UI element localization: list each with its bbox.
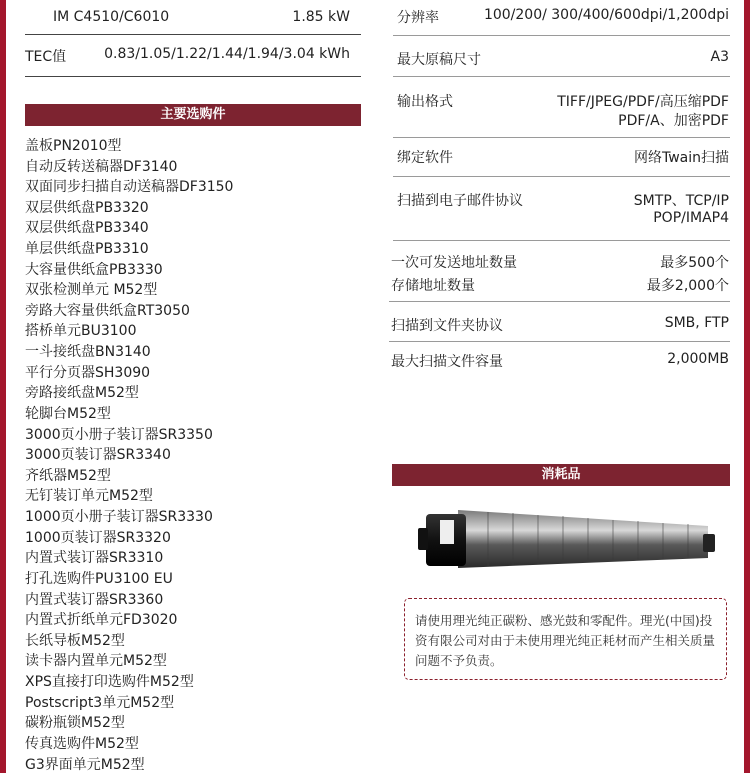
toner-cartridge-image bbox=[418, 500, 718, 580]
spec-label-output-format: 输出格式 bbox=[397, 94, 453, 110]
divider bbox=[393, 35, 730, 36]
list-item: 内置式装订器SR3360 bbox=[25, 592, 164, 608]
list-item: 旁路大容量供纸盒RT3050 bbox=[25, 303, 190, 319]
list-item: Postscript3单元M52型 bbox=[25, 695, 175, 711]
spec-label-resolution: 分辨率 bbox=[397, 10, 439, 26]
list-item: G3界面单元M52型 bbox=[25, 757, 145, 773]
notice-box bbox=[404, 598, 727, 680]
divider bbox=[393, 137, 730, 138]
list-item: 内置式折纸单元FD3020 bbox=[25, 612, 178, 628]
spec-label-email-protocol: 扫描到电子邮件协议 bbox=[397, 193, 523, 209]
power-label: IM C4510/C6010 bbox=[53, 9, 170, 25]
spec-value-max-scan-file: 2,000MB bbox=[667, 351, 729, 367]
list-item: 大容量供纸盒PB3330 bbox=[25, 262, 163, 278]
spec-value-output-format-line2: PDF/A、加密PDF bbox=[618, 113, 729, 129]
divider bbox=[393, 240, 730, 241]
list-item: 双层供纸盘PB3320 bbox=[25, 200, 149, 216]
divider bbox=[25, 34, 361, 35]
list-item: 盖板PN2010型 bbox=[25, 138, 122, 154]
divider bbox=[389, 341, 730, 342]
list-item: 1000页装订器SR3320 bbox=[25, 530, 171, 546]
list-item: 双面同步扫描自动送稿器DF3150 bbox=[25, 179, 234, 195]
list-item: 内置式装订器SR3310 bbox=[25, 550, 164, 566]
list-item: 双层供纸盘PB3340 bbox=[25, 220, 149, 236]
right-accent-border bbox=[744, 0, 750, 773]
spec-value-software: 网络Twain扫描 bbox=[633, 150, 729, 166]
spec-value-send-addresses: 最多500个 bbox=[660, 255, 729, 271]
spec-value-output-format-line1: TIFF/JPEG/PDF/高压缩PDF bbox=[557, 94, 729, 110]
list-item: 双张检测单元 M52型 bbox=[25, 282, 158, 298]
divider bbox=[393, 76, 730, 77]
list-item: 传真选购件M52型 bbox=[25, 736, 139, 752]
spec-value-email-protocol-line2: POP/IMAP4 bbox=[653, 210, 729, 226]
list-item: 齐纸器M52型 bbox=[25, 468, 111, 484]
list-item: 1000页小册子装订器SR3330 bbox=[25, 509, 213, 525]
list-item: 自动反转送稿器DF3140 bbox=[25, 159, 178, 175]
list-item: 一斗接纸盘BN3140 bbox=[25, 344, 151, 360]
list-item: 无钉装订单元M52型 bbox=[25, 488, 153, 504]
list-item: 碳粉瓶锁M52型 bbox=[25, 715, 125, 731]
list-item: 3000页小册子装订器SR3350 bbox=[25, 427, 213, 443]
list-item: 轮脚台M52型 bbox=[25, 406, 111, 422]
spec-label-send-addresses: 一次可发送地址数量 bbox=[391, 255, 517, 271]
spec-value-max-original: A3 bbox=[710, 49, 729, 65]
spec-value-resolution: 100/200/ 300/400/600dpi/1,200dpi bbox=[483, 7, 729, 23]
list-item: XPS直接打印选购件M52型 bbox=[25, 674, 194, 690]
list-item: 单层供纸盘PB3310 bbox=[25, 241, 149, 257]
options-section-header: 主要选购件 bbox=[25, 104, 361, 126]
list-item: 平行分页器SH3090 bbox=[25, 365, 151, 381]
list-item: 打孔选购件PU3100 EU bbox=[25, 571, 173, 587]
spec-label-max-original: 最大原稿尺寸 bbox=[397, 52, 481, 68]
divider bbox=[389, 301, 730, 302]
list-item: 旁路接纸盘M52型 bbox=[25, 385, 139, 401]
spec-value-folder-protocol: SMB, FTP bbox=[664, 315, 729, 331]
power-value: 1.85 kW bbox=[292, 9, 350, 25]
divider bbox=[25, 76, 361, 77]
list-item: 长纸导板M52型 bbox=[25, 633, 125, 649]
spec-label-folder-protocol: 扫描到文件夹协议 bbox=[391, 318, 503, 334]
list-item: 3000页装订器SR3340 bbox=[25, 447, 171, 463]
notice-text: 请使用理光纯正碳粉、感光鼓和零配件。理光(中国)投资有限公司对由于未使用理光纯正耗材而产生相关质量问题不予负责。 bbox=[415, 613, 716, 668]
spec-value-stored-addresses: 最多2,000个 bbox=[646, 278, 729, 294]
spec-label-stored-addresses: 存储地址数量 bbox=[391, 278, 475, 294]
tec-value: 0.83/1.05/1.22/1.44/1.94/3.04 kWh bbox=[104, 46, 350, 62]
divider bbox=[393, 176, 730, 177]
spec-label-max-scan-file: 最大扫描文件容量 bbox=[391, 354, 503, 370]
list-item: 读卡器内置单元M52型 bbox=[25, 653, 167, 669]
list-item: 搭桥单元BU3100 bbox=[25, 323, 137, 339]
spec-value-email-protocol-line1: SMTP、TCP/IP bbox=[633, 193, 729, 209]
consumables-section-header: 消耗品 bbox=[392, 464, 730, 486]
left-accent-border bbox=[0, 0, 6, 773]
spec-label-software: 绑定软件 bbox=[397, 150, 453, 166]
tec-label: TEC值 bbox=[25, 49, 67, 65]
